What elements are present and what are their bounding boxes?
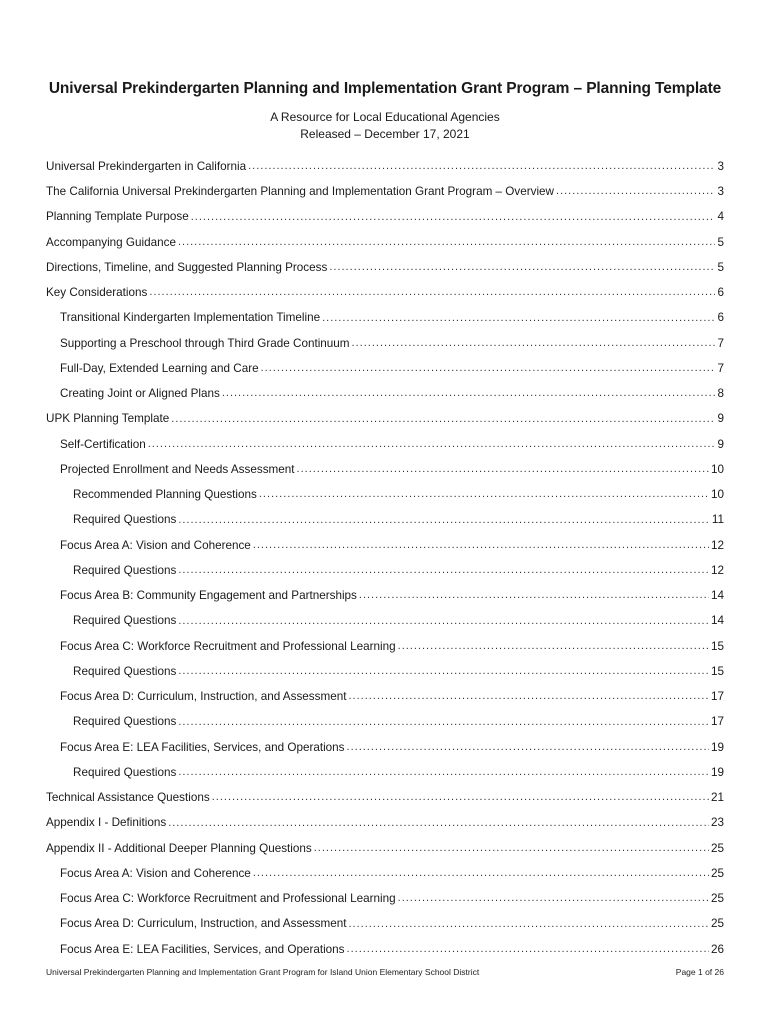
table-of-contents	[46, 154, 724, 962]
toc-entry-title: Required Questions	[73, 513, 177, 527]
toc-entry-title: Projected Enrollment and Needs Assessment	[60, 462, 295, 476]
toc-entry-title: Creating Joint or Aligned Plans	[60, 387, 220, 401]
toc-entry-page: 15	[710, 664, 724, 678]
toc-entry-title: The California Universal Prekindergarten Planning and Implementation Grant Program – Overview	[46, 185, 555, 199]
toc-entry-title: Focus Area E: LEA Facilities, Services, and Operations	[60, 942, 345, 956]
toc-entry-page: 23	[710, 816, 724, 830]
toc-entry-title: Transitional Kindergarten Implementation Timeline	[60, 311, 321, 325]
toc-entry-page: 4	[717, 210, 724, 224]
toc-entry-title: Full-Day, Extended Learning and Care	[60, 361, 259, 375]
toc-entry-title: Focus Area C: Workforce Recruitment and Professional Learning	[60, 892, 396, 906]
toc-entry[interactable]	[46, 179, 724, 204]
toc-dot-leader	[191, 212, 716, 223]
toc-entry-page: 17	[710, 715, 724, 729]
toc-dot-leader	[314, 843, 709, 854]
toc-entry-page: 14	[710, 589, 724, 603]
toc-dot-leader	[178, 717, 709, 728]
toc-dot-leader	[212, 792, 709, 803]
toc-dot-leader	[329, 262, 715, 273]
toc-entry[interactable]	[46, 811, 724, 836]
toc-entry-page: 26	[710, 942, 724, 956]
toc-dot-leader	[253, 540, 709, 551]
toc-entry[interactable]	[46, 735, 724, 760]
toc-entry[interactable]	[46, 634, 724, 659]
toc-entry-title: Required Questions	[73, 664, 177, 678]
toc-dot-leader	[178, 616, 709, 627]
page-footer	[46, 967, 724, 977]
toc-dot-leader	[322, 313, 715, 324]
toc-entry-page: 14	[710, 614, 724, 628]
toc-entry[interactable]	[46, 836, 724, 861]
toc-entry-page: 9	[717, 412, 724, 426]
toc-entry[interactable]	[46, 205, 724, 230]
toc-entry-page: 8	[717, 387, 724, 401]
toc-dot-leader	[148, 439, 716, 450]
toc-entry-page: 7	[717, 336, 724, 350]
toc-entry[interactable]	[46, 710, 724, 735]
toc-entry[interactable]	[46, 154, 724, 179]
toc-entry-title: Accompanying Guidance	[46, 235, 176, 249]
toc-dot-leader	[259, 489, 709, 500]
toc-entry-page: 25	[710, 917, 724, 931]
toc-entry-page: 5	[717, 235, 724, 249]
release-date: Released – December 17, 2021	[300, 127, 470, 141]
toc-dot-leader	[348, 691, 709, 702]
toc-entry-page: 19	[710, 765, 724, 779]
toc-entry-title: Appendix II - Additional Deeper Planning Questions	[46, 841, 312, 855]
toc-dot-leader	[149, 287, 715, 298]
toc-entry-page: 10	[710, 488, 724, 502]
toc-entry-title: UPK Planning Template	[46, 412, 170, 426]
toc-dot-leader	[253, 868, 709, 879]
toc-entry[interactable]	[46, 508, 724, 533]
toc-entry-page: 12	[710, 563, 724, 577]
toc-entry[interactable]	[46, 407, 724, 432]
footer-page-number: Page 1 of 26	[675, 967, 724, 977]
toc-entry-title: Required Questions	[73, 765, 177, 779]
toc-entry-title: Focus Area E: LEA Facilities, Services, and Operations	[60, 740, 345, 754]
toc-entry[interactable]	[46, 861, 724, 886]
toc-entry-page: 11	[711, 513, 724, 527]
toc-entry[interactable]	[46, 684, 724, 709]
toc-entry-page: 6	[717, 311, 724, 325]
toc-entry-title: Required Questions	[73, 563, 177, 577]
toc-entry[interactable]	[46, 886, 724, 911]
toc-dot-leader	[398, 893, 709, 904]
toc-entry[interactable]	[46, 280, 724, 305]
toc-entry-title: Planning Template Purpose	[46, 210, 189, 224]
toc-entry-title: Focus Area B: Community Engagement and Partnerships	[60, 589, 357, 603]
toc-entry-title: Appendix I - Definitions	[46, 816, 167, 830]
toc-dot-leader	[556, 186, 715, 197]
toc-entry-page: 15	[710, 639, 724, 653]
toc-entry[interactable]	[46, 659, 724, 684]
toc-entry-title: Required Questions	[73, 614, 177, 628]
toc-entry[interactable]	[46, 255, 724, 280]
toc-entry[interactable]	[46, 230, 724, 255]
toc-dot-leader	[347, 944, 709, 955]
document-subtitle: A Resource for Local Educational Agencies	[270, 110, 500, 124]
toc-dot-leader	[398, 641, 709, 652]
toc-dot-leader	[168, 818, 709, 829]
toc-entry-title: Universal Prekindergarten in California	[46, 159, 247, 173]
toc-entry-title: Recommended Planning Questions	[73, 488, 257, 502]
toc-dot-leader	[348, 919, 709, 930]
toc-entry[interactable]	[46, 432, 724, 457]
toc-entry-page: 5	[717, 260, 724, 274]
toc-entry-page: 9	[717, 437, 724, 451]
toc-entry[interactable]	[46, 381, 724, 406]
footer-document-name: Universal Prekindergarten Planning and Implementation Grant Program for Island Union Elementary School District	[46, 967, 480, 977]
toc-dot-leader	[178, 666, 709, 677]
toc-entry[interactable]	[46, 558, 724, 583]
toc-dot-leader	[261, 363, 716, 374]
toc-entry-title: Focus Area D: Curriculum, Instruction, and Assessment	[60, 917, 347, 931]
toc-entry-title: Required Questions	[73, 715, 177, 729]
toc-entry-page: 19	[710, 740, 724, 754]
toc-entry-page: 25	[710, 866, 724, 880]
toc-dot-leader	[352, 338, 716, 349]
toc-dot-leader	[347, 742, 709, 753]
toc-entry-title: Focus Area A: Vision and Coherence	[60, 866, 251, 880]
toc-entry-page: 12	[710, 538, 724, 552]
toc-entry[interactable]	[46, 583, 724, 608]
toc-entry-page: 7	[717, 361, 724, 375]
toc-entry[interactable]	[46, 912, 724, 937]
toc-entry-title: Focus Area C: Workforce Recruitment and Professional Learning	[60, 639, 396, 653]
toc-entry-title: Technical Assistance Questions	[46, 791, 210, 805]
toc-dot-leader	[171, 414, 715, 425]
toc-dot-leader	[297, 464, 709, 475]
toc-entry-page: 17	[710, 690, 724, 704]
toc-entry[interactable]	[46, 306, 724, 331]
toc-entry[interactable]	[46, 760, 724, 785]
toc-entry-title: Supporting a Preschool through Third Grade Continuum	[60, 336, 350, 350]
toc-entry-title: Key Considerations	[46, 286, 148, 300]
page-title: Universal Prekindergarten Planning and Implementation Grant Program – Planning Template	[48, 80, 722, 98]
toc-entry-page: 3	[717, 185, 724, 199]
toc-entry-title: Self-Certification	[60, 437, 146, 451]
toc-dot-leader	[178, 565, 709, 576]
toc-dot-leader	[359, 590, 709, 601]
toc-entry-page: 3	[717, 159, 724, 173]
toc-entry-page: 10	[710, 462, 724, 476]
toc-entry-page: 6	[717, 286, 724, 300]
toc-entry[interactable]	[46, 785, 724, 810]
toc-entry-page: 25	[710, 892, 724, 906]
toc-entry-title: Focus Area D: Curriculum, Instruction, and Assessment	[60, 690, 347, 704]
toc-entry[interactable]	[46, 457, 724, 482]
toc-dot-leader	[222, 388, 716, 399]
toc-entry-title: Directions, Timeline, and Suggested Planning Process	[46, 260, 328, 274]
toc-dot-leader	[178, 767, 709, 778]
toc-dot-leader	[248, 161, 715, 172]
toc-entry-page: 21	[710, 791, 724, 805]
toc-entry[interactable]	[46, 609, 724, 634]
toc-entry[interactable]	[46, 937, 724, 962]
toc-entry[interactable]	[46, 533, 724, 558]
toc-entry[interactable]	[46, 482, 724, 507]
toc-dot-leader	[178, 515, 710, 526]
toc-dot-leader	[178, 237, 716, 248]
toc-entry[interactable]	[46, 356, 724, 381]
toc-entry-title: Focus Area A: Vision and Coherence	[60, 538, 251, 552]
toc-entry-page: 25	[710, 841, 724, 855]
toc-entry[interactable]	[46, 331, 724, 356]
